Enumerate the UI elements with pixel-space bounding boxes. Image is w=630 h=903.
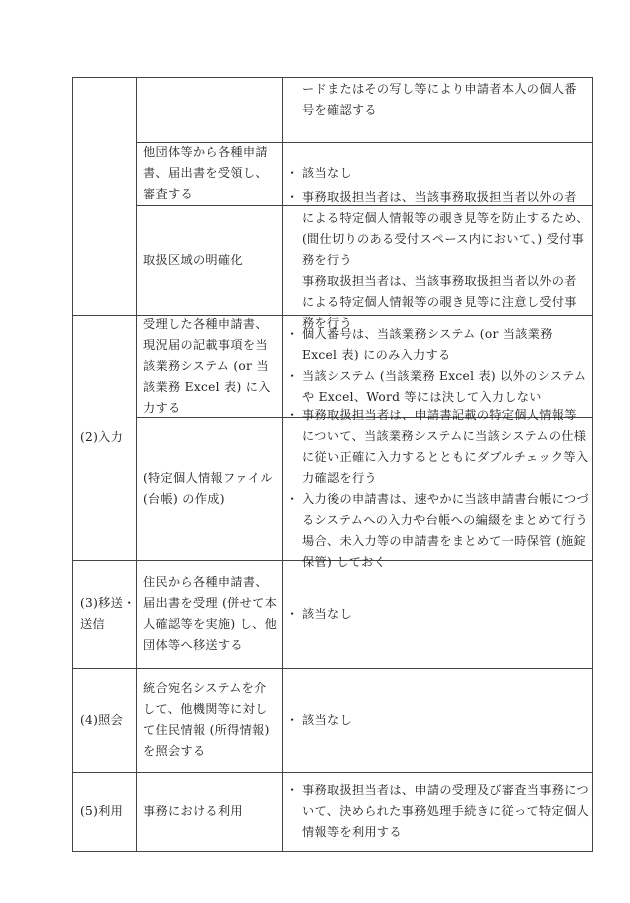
measure-text: ・ 事務取扱担当者は、当該事務取扱担当者以外の者による特定個人情報等の覗き見等を防止するため、(間仕切りのある受付スペース内において、) 受付事務を行う [288,187,589,271]
table-cell-measures [282,315,593,417]
table-cell-task [136,772,282,851]
table-cell-task [136,668,282,772]
measure-text: ・ 該当なし [288,710,589,731]
table-cell-task [136,417,282,560]
category-label: (2)入力 [80,430,124,444]
measure-text: ・ 該当なし [288,604,589,625]
measure-text: ・ 事務取扱担当者は、申請書記載の特定個人情報等について、当該業務システムに当該システムの仕様に従い正確に入力するとともにダブルチェック等入力確認を行う [288,405,589,489]
task-text: (特定個人情報ファイル (台帳) の作成) [143,470,273,506]
category-label: (5)利用 [80,804,124,818]
table-cell-category [72,668,136,772]
table-cell-category [72,772,136,851]
category-label: (3)移送・送信 [80,596,136,631]
table-cell-category [72,315,136,560]
table-cell-task [136,205,282,315]
measure-text: ・ 入力後の申請書は、速やかに当該申請書台帳につづるシステムへの入力や台帳への編綴をまとめて行う場合、未入力等の申請書をまとめて一時保管 (施錠保管) しておく [288,489,589,573]
table-cell-measures [282,668,593,772]
measure-text: 事務取扱担当者は、当該事務取扱担当者以外の者による特定個人情報等の覗き見等に注意し受付事務を行う [302,273,577,330]
measure-text: ードまたはその写し等により申請者本人の個人番号を確認する [302,82,577,117]
table-cell-task [136,142,282,205]
table-cell-measures [282,407,593,569]
task-text: 他団体等から各種申請書、届出書を受領し、審査する [143,145,268,201]
task-text: 住民から各種申請書、届出書を受理 (併せて本人確認等を実施) し、他団体等へ移送する [143,575,278,652]
table-border-bottom [72,851,593,852]
table-cell-task [136,560,282,668]
task-text: 統合宛名システムを介して、他機関等に対して住民情報 (所得情報) を照会する [143,681,270,758]
measure-text: ・ 当該システム (当該業務 Excel 表) 以外のシステムや Excel、Word 等には決して入力しない [288,366,589,408]
measure-text: ・ 事務取扱担当者は、申請の受理及び審査当事務について、決められた事務処理手続きに従って特定個人情報等を利用する [288,780,589,843]
table-cell-measures [282,189,593,330]
task-text: 取扱区域の明確化 [143,252,243,267]
table-cell-category [72,560,136,668]
measure-text: ・ 個人番号は、当該業務システム (or 当該業務 Excel 表) にのみ入力する [288,324,589,366]
task-text: 受理した各種申請書、現況届の記載事項を当該業務システム (or 当該業務 Excel 表) に入力する [143,316,271,415]
task-text: 事務における利用 [143,804,243,818]
table-cell-measures [282,772,593,851]
table-cell-task [136,315,282,417]
measure-text: ・ 該当なし [288,163,589,184]
category-label: (4)照会 [80,712,124,727]
table-cell-measures [282,560,593,668]
table-cell-measures [282,77,593,142]
